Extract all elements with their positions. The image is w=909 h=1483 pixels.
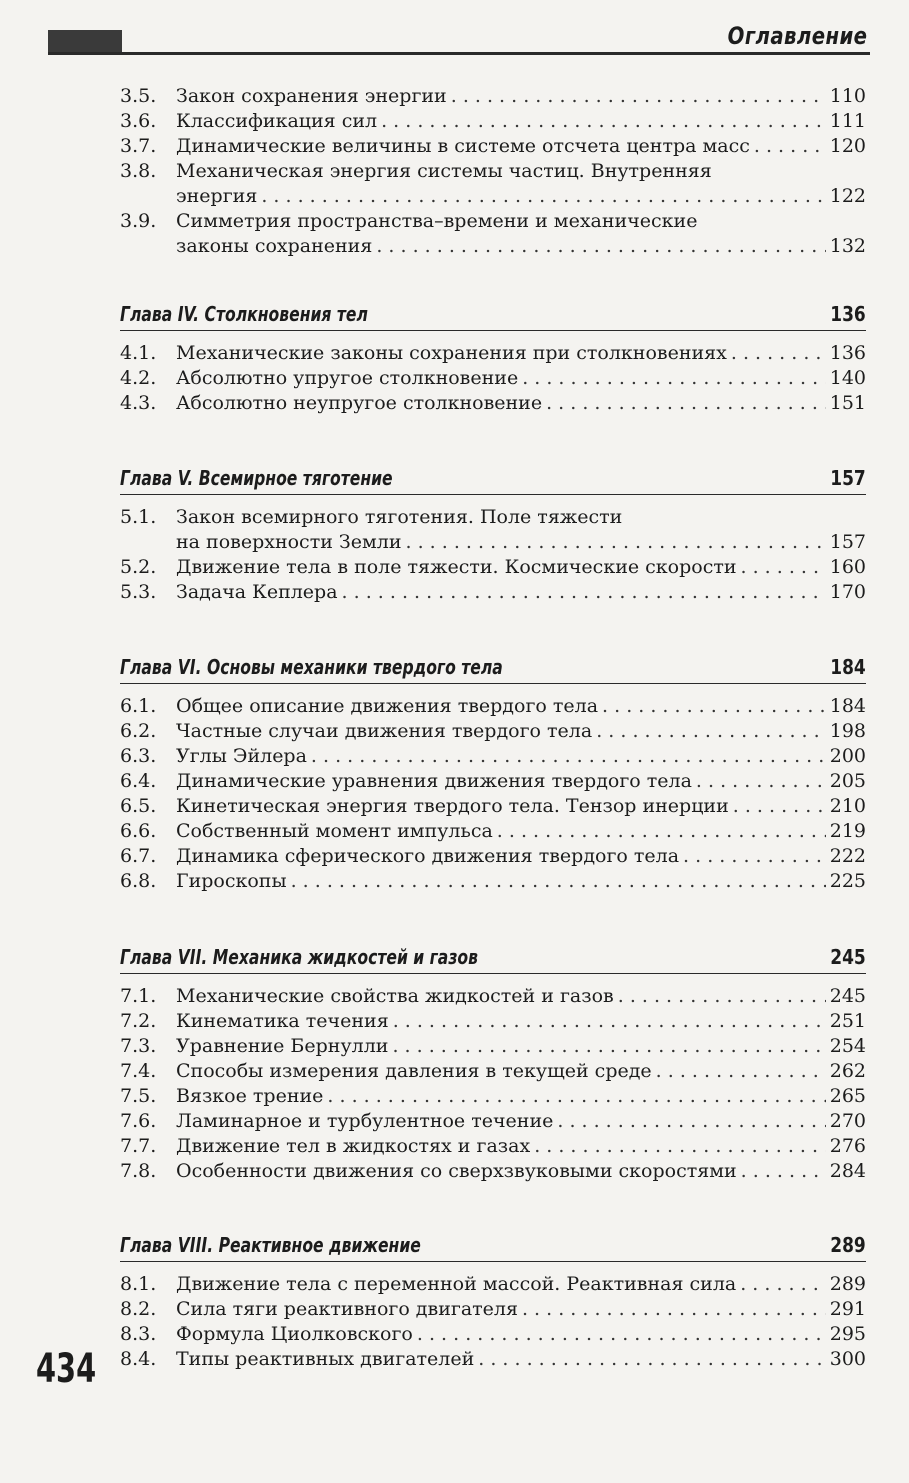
entry-page: 132: [829, 235, 866, 257]
entry-title: Вязкое трение: [176, 1085, 324, 1107]
entry-page: 254: [829, 1035, 866, 1057]
toc-entry[interactable]: [120, 134, 866, 159]
entry-page: 295: [829, 1323, 866, 1345]
toc-entry[interactable]: [120, 1084, 866, 1109]
dot-leader: [381, 109, 826, 134]
chapter-title: Глава VI. Основы механики твердого тела: [120, 655, 503, 679]
dot-leader: [731, 341, 826, 366]
chapter-heading[interactable]: [120, 302, 866, 331]
entry-number: 7.4.: [120, 1060, 157, 1082]
entry-title: Ламинарное и турбулентное течение: [176, 1110, 554, 1132]
toc-entry[interactable]: [120, 109, 866, 134]
entry-title: Гироскопы: [176, 870, 287, 892]
entry-page: 291: [829, 1298, 866, 1320]
toc-entry[interactable]: [120, 794, 866, 819]
dot-leader: [376, 234, 825, 259]
dot-leader: [417, 1322, 826, 1347]
entry-page: 120: [829, 135, 866, 157]
entry-page: 289: [829, 1273, 866, 1295]
toc-entry[interactable]: [120, 555, 866, 580]
dot-leader: [733, 794, 826, 819]
entry-page: 198: [829, 720, 866, 742]
entry-number: 7.5.: [120, 1085, 157, 1107]
dot-leader: [754, 134, 826, 159]
entry-number: 6.3.: [120, 745, 157, 767]
chapter-section: [120, 945, 866, 1184]
entry-number: 6.5.: [120, 795, 157, 817]
section-continuation: [120, 84, 866, 259]
entry-number: 8.4.: [120, 1348, 157, 1370]
entry-number: 8.1.: [120, 1273, 157, 1295]
dot-leader: [406, 530, 826, 555]
toc-entry[interactable]: [120, 505, 866, 555]
entry-title: на поверхности Земли: [176, 531, 402, 553]
toc-entry[interactable]: [120, 1322, 866, 1347]
chapter-heading[interactable]: [120, 466, 866, 495]
toc-entry[interactable]: [120, 694, 866, 719]
entry-title: Способы измерения давления в текущей среде: [176, 1060, 652, 1082]
entry-title: Абсолютно упругое столкновение: [176, 367, 519, 389]
entry-page: 245: [829, 985, 866, 1007]
entry-title: Симметрия пространства–времени и механические: [176, 210, 698, 232]
entry-number: 6.1.: [120, 695, 157, 717]
entry-title: Формула Циолковского: [176, 1323, 413, 1345]
toc-entry[interactable]: [120, 1009, 866, 1034]
entry-page: 136: [829, 342, 866, 364]
entry-number: 3.7.: [120, 135, 157, 157]
entry-title: Классификация сил: [176, 110, 378, 132]
toc-entry[interactable]: [120, 1109, 866, 1134]
chapter-heading[interactable]: [120, 945, 866, 974]
chapter-heading[interactable]: [120, 1233, 866, 1262]
toc-entry[interactable]: [120, 844, 866, 869]
chapter-section: [120, 1233, 866, 1372]
entry-title: Закон всемирного тяготения. Поле тяжести: [176, 506, 623, 528]
entry-page: 151: [829, 392, 866, 414]
entry-number: 7.7.: [120, 1135, 157, 1157]
toc-entry[interactable]: [120, 769, 866, 794]
entry-number: 7.1.: [120, 985, 157, 1007]
entry-title: Кинетическая энергия твердого тела. Тензор инерции: [176, 795, 729, 817]
chapter-page: 136: [830, 302, 866, 326]
entry-title: Уравнение Бернулли: [176, 1035, 389, 1057]
dot-leader: [451, 84, 826, 109]
entry-page: 265: [829, 1085, 866, 1107]
chapter-title: Глава IV. Столкновения тел: [120, 302, 368, 326]
chapter-title: Глава VII. Механика жидкостей и газов: [120, 945, 478, 969]
entry-title: законы сохранения: [176, 235, 373, 257]
toc-entry[interactable]: [120, 1159, 866, 1184]
entry-page: 160: [829, 556, 866, 578]
dot-leader: [534, 1134, 826, 1159]
dot-leader: [546, 391, 826, 416]
toc-entry[interactable]: [120, 1059, 866, 1084]
entry-page: 219: [829, 820, 866, 842]
entry-title: Особенности движения со сверхзвуковыми скоростями: [176, 1160, 737, 1182]
entry-number: 6.4.: [120, 770, 157, 792]
entry-title: Динамика сферического движения твердого тела: [176, 845, 680, 867]
dot-leader: [291, 869, 826, 894]
entry-page: 222: [829, 845, 866, 867]
entry-title: Закон сохранения энергии: [176, 85, 447, 107]
toc-entry[interactable]: [120, 366, 866, 391]
entry-number: 7.6.: [120, 1110, 157, 1132]
entry-page: 110: [829, 85, 866, 107]
entry-number: 5.1.: [120, 506, 157, 528]
running-title: Оглавление: [727, 22, 867, 50]
entry-title: Динамические величины в системе отсчета центра масс: [176, 135, 750, 157]
chapter-page: 289: [830, 1233, 866, 1257]
entry-title: Кинематика течения: [176, 1010, 389, 1032]
entry-title: Динамические уравнения движения твердого тела: [176, 770, 692, 792]
entry-page: 270: [829, 1110, 866, 1132]
entry-page: 122: [829, 185, 866, 207]
dot-leader: [311, 744, 826, 769]
entry-page: 210: [829, 795, 866, 817]
entry-number: 7.3.: [120, 1035, 157, 1057]
entry-number: 8.2.: [120, 1298, 157, 1320]
chapter-section: [120, 655, 866, 894]
dot-leader: [393, 1009, 826, 1034]
entry-page: 300: [829, 1348, 866, 1370]
entry-page: 205: [829, 770, 866, 792]
dot-leader: [522, 366, 826, 391]
entry-title: Механическая энергия системы частиц. Внутренняя: [176, 160, 712, 182]
entry-number: 3.6.: [120, 110, 157, 132]
chapter-section: [120, 466, 866, 605]
dot-leader: [497, 819, 826, 844]
entry-number: 4.3.: [120, 392, 157, 414]
toc-entry[interactable]: [120, 1134, 866, 1159]
toc-entry[interactable]: [120, 1347, 866, 1372]
entry-page: 262: [829, 1060, 866, 1082]
toc-entry[interactable]: [120, 744, 866, 769]
entry-page: 284: [829, 1160, 866, 1182]
entry-number: 3.5.: [120, 85, 157, 107]
entry-number: 7.2.: [120, 1010, 157, 1032]
entry-page: 276: [829, 1135, 866, 1157]
dot-leader: [522, 1297, 826, 1322]
chapter-page: 245: [830, 945, 866, 969]
header-bar-block: [48, 30, 122, 54]
entry-number: 3.8.: [120, 160, 157, 182]
dot-leader: [602, 694, 826, 719]
entry-number: 6.7.: [120, 845, 157, 867]
entry-page: 111: [829, 110, 866, 132]
entry-title: Абсолютно неупругое столкновение: [176, 392, 543, 414]
entry-page: 170: [829, 581, 866, 603]
toc-entry[interactable]: [120, 1034, 866, 1059]
toc-entry[interactable]: [120, 819, 866, 844]
entry-title: Движение тела в поле тяжести. Космические скорости: [176, 556, 737, 578]
entry-title: Собственный момент импульса: [176, 820, 493, 842]
toc-entry[interactable]: [120, 159, 866, 209]
dot-leader: [740, 1272, 826, 1297]
toc-entry[interactable]: [120, 984, 866, 1009]
entry-number: 4.2.: [120, 367, 157, 389]
toc-entry[interactable]: [120, 84, 866, 109]
dot-leader: [696, 769, 826, 794]
toc-entry[interactable]: [120, 209, 866, 259]
dot-leader: [741, 1159, 826, 1184]
entry-number: 3.9.: [120, 210, 157, 232]
entry-page: 157: [829, 531, 866, 553]
entry-number: 6.8.: [120, 870, 157, 892]
entry-number: 4.1.: [120, 342, 157, 364]
toc-entry[interactable]: [120, 719, 866, 744]
toc-entry[interactable]: [120, 1272, 866, 1297]
entry-title: Механические законы сохранения при столкновениях: [176, 342, 727, 364]
entry-number: 7.8.: [120, 1160, 157, 1182]
entry-number: 5.3.: [120, 581, 157, 603]
dot-leader: [596, 719, 826, 744]
dot-leader: [342, 580, 826, 605]
entry-title: Движение тела с переменной массой. Реактивная сила: [176, 1273, 737, 1295]
entry-title: Частные случаи движения твердого тела: [176, 720, 593, 742]
dot-leader: [618, 984, 826, 1009]
entry-title: Движение тел в жидкостях и газах: [176, 1135, 531, 1157]
entry-title: энергия: [176, 185, 258, 207]
entry-number: 6.2.: [120, 720, 157, 742]
dot-leader: [261, 184, 825, 209]
entry-title: Типы реактивных двигателей: [176, 1348, 475, 1370]
entry-title: Углы Эйлера: [176, 745, 307, 767]
dot-leader: [478, 1347, 825, 1372]
toc-entry[interactable]: [120, 1297, 866, 1322]
entry-title: Сила тяги реактивного двигателя: [176, 1298, 518, 1320]
toc-entry[interactable]: [120, 580, 866, 605]
toc-entry[interactable]: [120, 341, 866, 366]
chapter-page: 157: [830, 466, 866, 490]
entry-number: 8.3.: [120, 1323, 157, 1345]
chapter-heading[interactable]: [120, 655, 866, 684]
dot-leader: [656, 1059, 826, 1084]
chapter-section: [120, 302, 866, 416]
dot-leader: [327, 1084, 825, 1109]
dot-leader: [683, 844, 826, 869]
toc-entry[interactable]: [120, 391, 866, 416]
dot-leader: [741, 555, 826, 580]
toc-entry[interactable]: [120, 869, 866, 894]
dot-leader: [557, 1109, 825, 1134]
entry-title: Общее описание движения твердого тела: [176, 695, 599, 717]
chapter-page: 184: [830, 655, 866, 679]
entry-title: Механические свойства жидкостей и газов: [176, 985, 614, 1007]
page-number: 434: [36, 1346, 97, 1392]
entry-page: 200: [829, 745, 866, 767]
entry-number: 5.2.: [120, 556, 157, 578]
chapter-title: Глава V. Всемирное тяготение: [120, 466, 393, 490]
entry-page: 225: [829, 870, 866, 892]
entry-number: 6.6.: [120, 820, 157, 842]
dot-leader: [392, 1034, 825, 1059]
entry-page: 140: [829, 367, 866, 389]
entry-title: Задача Кеплера: [176, 581, 338, 603]
header-rule: [48, 52, 870, 55]
entry-page: 251: [829, 1010, 866, 1032]
chapter-title: Глава VIII. Реактивное движение: [120, 1233, 421, 1257]
entry-page: 184: [829, 695, 866, 717]
